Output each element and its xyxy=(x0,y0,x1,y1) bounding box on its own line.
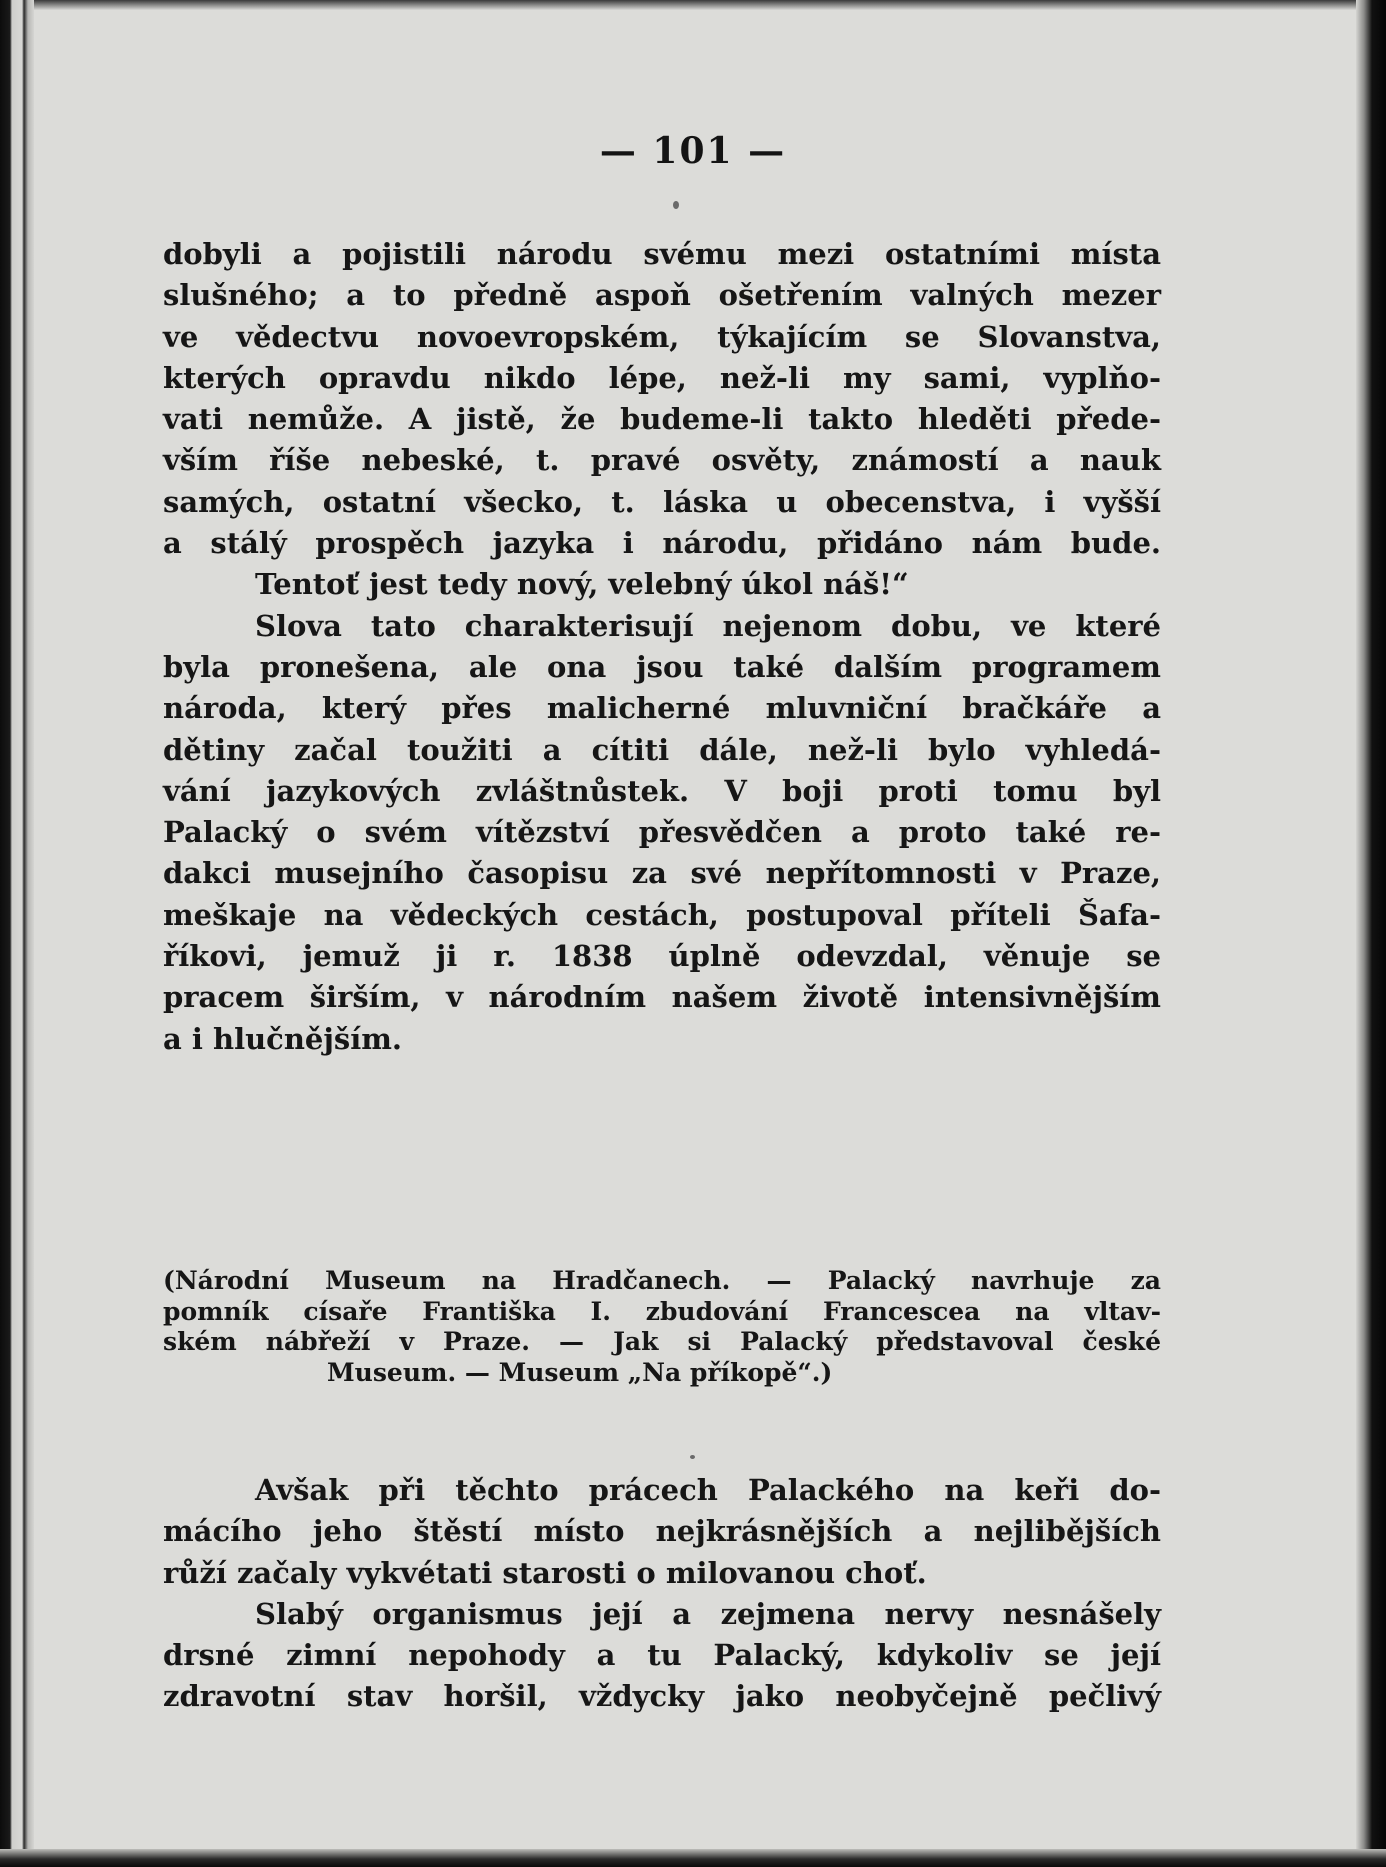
print-speck xyxy=(690,1455,695,1459)
caption-line: ském nábřeží v Praze. — Jak si Palacký představoval české xyxy=(163,1327,1161,1356)
caption-line: pomník císaře Františka I. zbudování Francescea na vltav- xyxy=(163,1296,1161,1326)
second-text-block xyxy=(163,1470,1161,1718)
text-line: dakci musejního časopisu za své nepřítomnosti v Praze, xyxy=(163,856,1161,891)
text-line: růží začaly vykvétati starosti o milovanou choť. xyxy=(163,1555,927,1590)
text-line: drsné zimní nepohody a tu Palacký, kdykoliv se její xyxy=(163,1638,1161,1673)
text-line: vším říše nebeské, t. pravé osvěty, známostí a nauk xyxy=(163,443,1161,478)
text-line: říkovi, jemuž ji r. 1838 úplně odevzdal, věnuje se xyxy=(163,939,1161,974)
page-top-edge xyxy=(0,0,1386,10)
text-line: dobyli a pojistili národu svému mezi ostatními místa xyxy=(163,237,1161,271)
text-line: národa, který přes malicherné mluvniční bračkáře a xyxy=(163,691,1161,726)
illustration-caption xyxy=(163,1266,1161,1388)
main-text-block xyxy=(163,234,1161,1060)
text-line: ve vědectvu novoevropském, týkajícím se Slovanstva, xyxy=(163,319,1161,354)
text-line: Tentoť jest tedy nový, velebný úkol náš!“ xyxy=(255,567,909,602)
text-line: Slabý organismus její a zejmena nervy nesnášely xyxy=(255,1596,1161,1631)
text-line: slušného; a to předně aspoň ošetřením valných mezer xyxy=(163,278,1161,313)
text-line: a i hlučnějším. xyxy=(163,1021,402,1056)
text-line: mácího jeho štěstí místo nejkrásnějších a nejlibějších xyxy=(163,1514,1161,1549)
caption-line: Museum. — Museum „Na příkopě“.) xyxy=(327,1357,833,1387)
text-line: pracem širším, v národním našem životě intensivnějším xyxy=(163,980,1161,1015)
print-speck xyxy=(673,201,679,209)
text-line: byla pronešena, ale ona jsou také dalším programem xyxy=(163,649,1161,684)
page-number: — 101 — xyxy=(599,130,787,172)
text-line: Slova tato charakterisují nejenom dobu, ve které xyxy=(255,608,1161,643)
text-line: Palacký o svém vítězství přesvědčen a proto také re- xyxy=(163,815,1161,850)
page-left-edge xyxy=(0,0,34,1867)
text-line: vání jazykových zvláštnůstek. V boji proti tomu byl xyxy=(163,773,1161,808)
text-line: samých, ostatní všecko, t. láska u obecenstva, i vyšší xyxy=(163,484,1161,519)
text-line: Avšak při těchto prácech Palackého na keři do- xyxy=(255,1473,1161,1507)
text-line: zdravotní stav horšil, vždycky jako neobyčejně pečlivý xyxy=(163,1679,1161,1714)
text-line: kterých opravdu nikdo lépe, než-li my sami, vyplňo- xyxy=(163,360,1161,395)
text-line: dětiny začal toužiti a cítiti dále, než-li bylo vyhledá- xyxy=(163,732,1161,767)
text-line: vati nemůže. A jistě, že budeme-li takto hleděti přede- xyxy=(163,402,1161,437)
caption-line: (Národní Museum na Hradčanech. — Palacký navrhuje za xyxy=(163,1266,1161,1295)
text-line: meškaje na vědeckých cestách, postupoval příteli Šafa- xyxy=(163,897,1161,932)
page-bottom-edge xyxy=(0,1849,1386,1867)
page-right-edge xyxy=(1356,0,1386,1867)
text-line: a stálý prospěch jazyka i národu, přidáno nám bude. xyxy=(163,526,1161,561)
